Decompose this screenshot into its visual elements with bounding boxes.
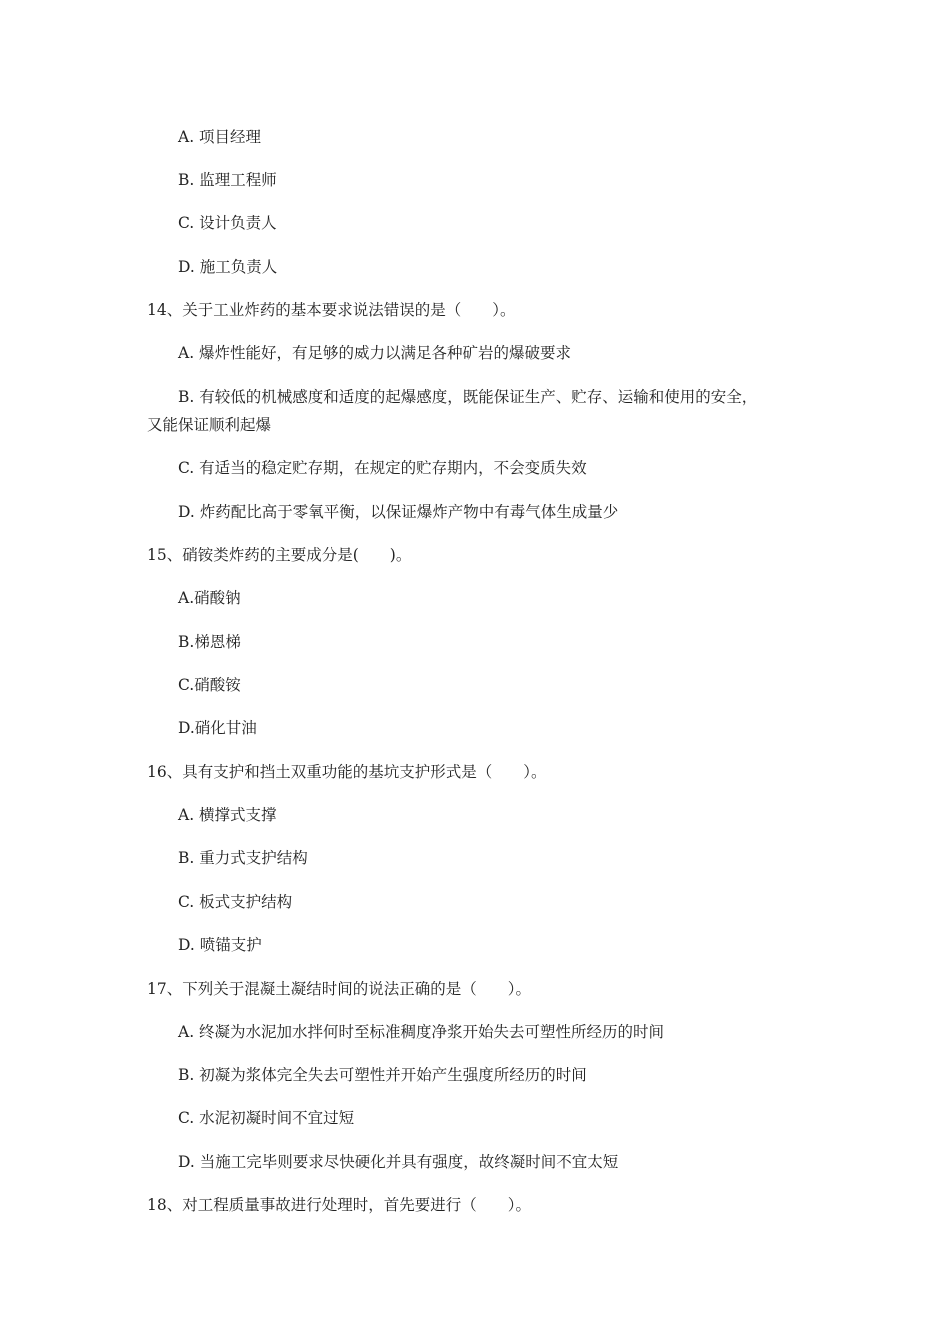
q15-option-d: D.硝化甘油 (178, 719, 257, 737)
q15-option-c: C.硝酸铵 (178, 676, 241, 694)
question-18: 18、对工程质量事故进行处理时，首先要进行（ ）。 (147, 1196, 531, 1214)
q13-option-d: D. 施工负责人 (178, 258, 278, 276)
q14-option-b-continued: 又能保证顺利起爆 (147, 416, 272, 434)
q17-option-d: D. 当施工完毕则要求尽快硬化并具有强度，故终凝时间不宜太短 (178, 1153, 619, 1171)
question-16: 16、具有支护和挡土双重功能的基坑支护形式是（ ）。 (147, 763, 547, 781)
q13-option-a: A. 项目经理 (178, 128, 262, 146)
question-17: 17、下列关于混凝土凝结时间的说法正确的是（ ）。 (147, 980, 531, 998)
q15-option-a: A.硝酸钠 (178, 589, 241, 607)
q16-option-d: D. 喷锚支护 (178, 936, 262, 954)
q14-option-b: B. 有较低的机械感度和适度的起爆感度，既能保证生产、贮存、运输和使用的安全， (178, 388, 758, 406)
q17-option-b: B. 初凝为浆体完全失去可塑性并开始产生强度所经历的时间 (178, 1066, 587, 1084)
q14-option-a: A. 爆炸性能好，有足够的威力以满足各种矿岩的爆破要求 (178, 344, 572, 362)
q17-option-c: C. 水泥初凝时间不宜过短 (178, 1109, 355, 1127)
q15-option-b: B.梯恩梯 (178, 633, 241, 651)
q14-option-c: C. 有适当的稳定贮存期，在规定的贮存期内，不会变质失效 (178, 459, 587, 477)
q17-option-a: A. 终凝为水泥加水拌何时至标准稠度净浆开始失去可塑性所经历的时间 (178, 1023, 665, 1041)
question-15: 15、硝铵类炸药的主要成分是( )。 (147, 546, 412, 564)
q16-option-c: C. 板式支护结构 (178, 893, 293, 911)
q13-option-c: C. 设计负责人 (178, 214, 277, 232)
q13-option-b: B. 监理工程师 (178, 171, 277, 189)
question-14: 14、关于工业炸药的基本要求说法错误的是（ ）。 (147, 301, 516, 319)
q16-option-b: B. 重力式支护结构 (178, 849, 308, 867)
q14-option-d: D. 炸药配比高于零氧平衡，以保证爆炸产物中有毒气体生成量少 (178, 503, 619, 521)
q16-option-a: A. 横撑式支撑 (178, 806, 277, 824)
